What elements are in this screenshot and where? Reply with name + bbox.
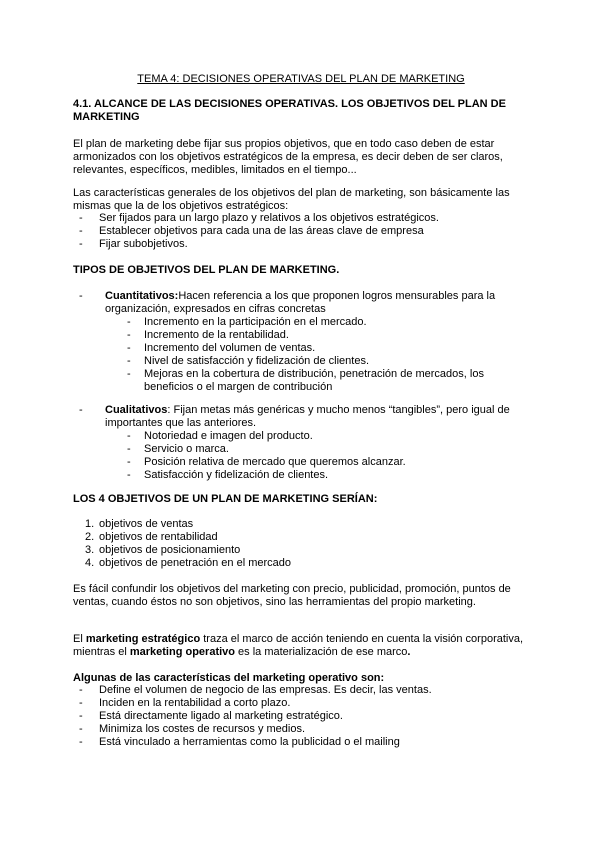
objetivos-numbered-list bbox=[73, 518, 291, 570]
list-item: - Satisfacción y fidelización de clientes. bbox=[126, 469, 528, 482]
cuantitativos-description: Hacen referencia a los que proponen logros mensurables para la organización, expresados en cifras concretas bbox=[105, 290, 496, 315]
section-heading-alcance: 4.1. ALCANCE DE LAS DECISIONES OPERATIVAS. LOS OBJETIVOS DEL PLAN DE MARKETING bbox=[73, 98, 506, 123]
cualitativos-description: : Fijan metas más genéricas y mucho menos “tangibles”, pero igual de importantes que las anteriores. bbox=[105, 404, 510, 429]
text-run: . bbox=[407, 646, 411, 658]
document-title: TEMA 4: DECISIONES OPERATIVAS DEL PLAN DE MARKETING bbox=[137, 73, 465, 85]
dash-marker: - bbox=[79, 290, 83, 302]
term-marketing-operativo: marketing operativo bbox=[129, 646, 235, 658]
section-heading-4-objetivos: LOS 4 OBJETIVOS DE UN PLAN DE MARKETING SERÍAN: bbox=[73, 493, 378, 505]
paragraph-caracteristicas: Las características generales de los objetivos del plan de marketing, son básicamente las mismas que la de los objetivos estratégicos: bbox=[73, 187, 510, 212]
list-item: - Ser fijados para un largo plazo y relativos a los objetivos estratégicos. bbox=[73, 212, 439, 225]
cualitativos-list bbox=[126, 430, 528, 482]
list-item bbox=[73, 544, 291, 557]
list-number: 1. bbox=[85, 518, 95, 530]
list-item: - Servicio o marca. bbox=[126, 443, 528, 456]
section-heading-caracteristicas-operativo: Algunas de las características del marketing operativo son: bbox=[73, 672, 385, 684]
paragraph-confusion: Es fácil confundir los objetivos del marketing con precio, publicidad, promoción, puntos de ventas, cuando éstos no son objetivos, sino las herramientas del propio marketing. bbox=[73, 583, 511, 608]
list-item: - Incremento de la rentabilidad. bbox=[126, 329, 528, 342]
section-heading-tipos: TIPOS DE OBJETIVOS DEL PLAN DE MARKETING. bbox=[73, 264, 340, 276]
cuantitativos-block bbox=[79, 290, 528, 316]
text-run: es la materialización de ese marco bbox=[235, 646, 408, 658]
text-run: traza el marco de acción teniendo en cuenta la visión corporativa, mientras el bbox=[73, 633, 524, 658]
list-item bbox=[73, 531, 291, 544]
list-item: - Incremento en la participación en el mercado. bbox=[126, 316, 528, 329]
list-item bbox=[73, 518, 291, 531]
list-text: objetivos de rentabilidad bbox=[99, 531, 218, 543]
list-number: 4. bbox=[85, 557, 95, 569]
operativo-list bbox=[73, 684, 432, 749]
list-item bbox=[73, 557, 291, 570]
cualitativos-block bbox=[79, 404, 528, 430]
cuantitativos-label: Cuantitativos: bbox=[105, 290, 179, 302]
list-item: - Define el volumen de negocio de las empresas. Es decir, las ventas. bbox=[73, 684, 432, 697]
cualitativos-text bbox=[79, 404, 528, 430]
cuantitativos-list bbox=[126, 316, 528, 394]
list-number: 2. bbox=[85, 531, 95, 543]
paragraph-marketing-estrategico bbox=[73, 633, 528, 659]
term-marketing-estrategico: marketing estratégico bbox=[85, 633, 201, 645]
list-item: - Notoriedad e imagen del producto. bbox=[126, 430, 528, 443]
list-item: - Está directamente ligado al marketing estratégico. bbox=[73, 710, 432, 723]
list-item: - Posición relativa de mercado que queremos alcanzar. bbox=[126, 456, 528, 469]
list-number: 3. bbox=[85, 544, 95, 556]
list-item: - Mejoras en la cobertura de distribución, penetración de mercados, los beneficios o el margen de contribución bbox=[126, 368, 528, 394]
list-item: - Establecer objetivos para cada una de las áreas clave de empresa bbox=[73, 225, 439, 238]
cualitativos-label: Cualitativos bbox=[105, 404, 168, 416]
list-item: - Nivel de satisfacción y fidelización de clientes. bbox=[126, 355, 528, 368]
paragraph-plan-objetivos: El plan de marketing debe fijar sus propios objetivos, que en todo caso deben de estar armonizados con los objetivos estratégicos de la empresa, es decir deben de ser claros, relevantes, específicos, medibles, limitados en el tiempo... bbox=[73, 138, 503, 176]
list-item: - Incremento del volumen de ventas. bbox=[126, 342, 528, 355]
list-text: objetivos de ventas bbox=[99, 518, 194, 530]
list-item: - Inciden en la rentabilidad a corto plazo. bbox=[73, 697, 432, 710]
dash-marker: - bbox=[79, 404, 83, 416]
text-run: El bbox=[73, 633, 86, 645]
list-text: objetivos de penetración en el mercado bbox=[99, 557, 292, 569]
cuantitativos-text bbox=[79, 290, 528, 316]
list-text: objetivos de posicionamiento bbox=[99, 544, 241, 556]
caracteristicas-list bbox=[73, 212, 439, 251]
list-item: - Minimiza los costes de recursos y medios. bbox=[73, 723, 432, 736]
list-item: - Fijar subobjetivos. bbox=[73, 238, 439, 251]
list-item: - Está vinculado a herramientas como la publicidad o el mailing bbox=[73, 736, 432, 749]
